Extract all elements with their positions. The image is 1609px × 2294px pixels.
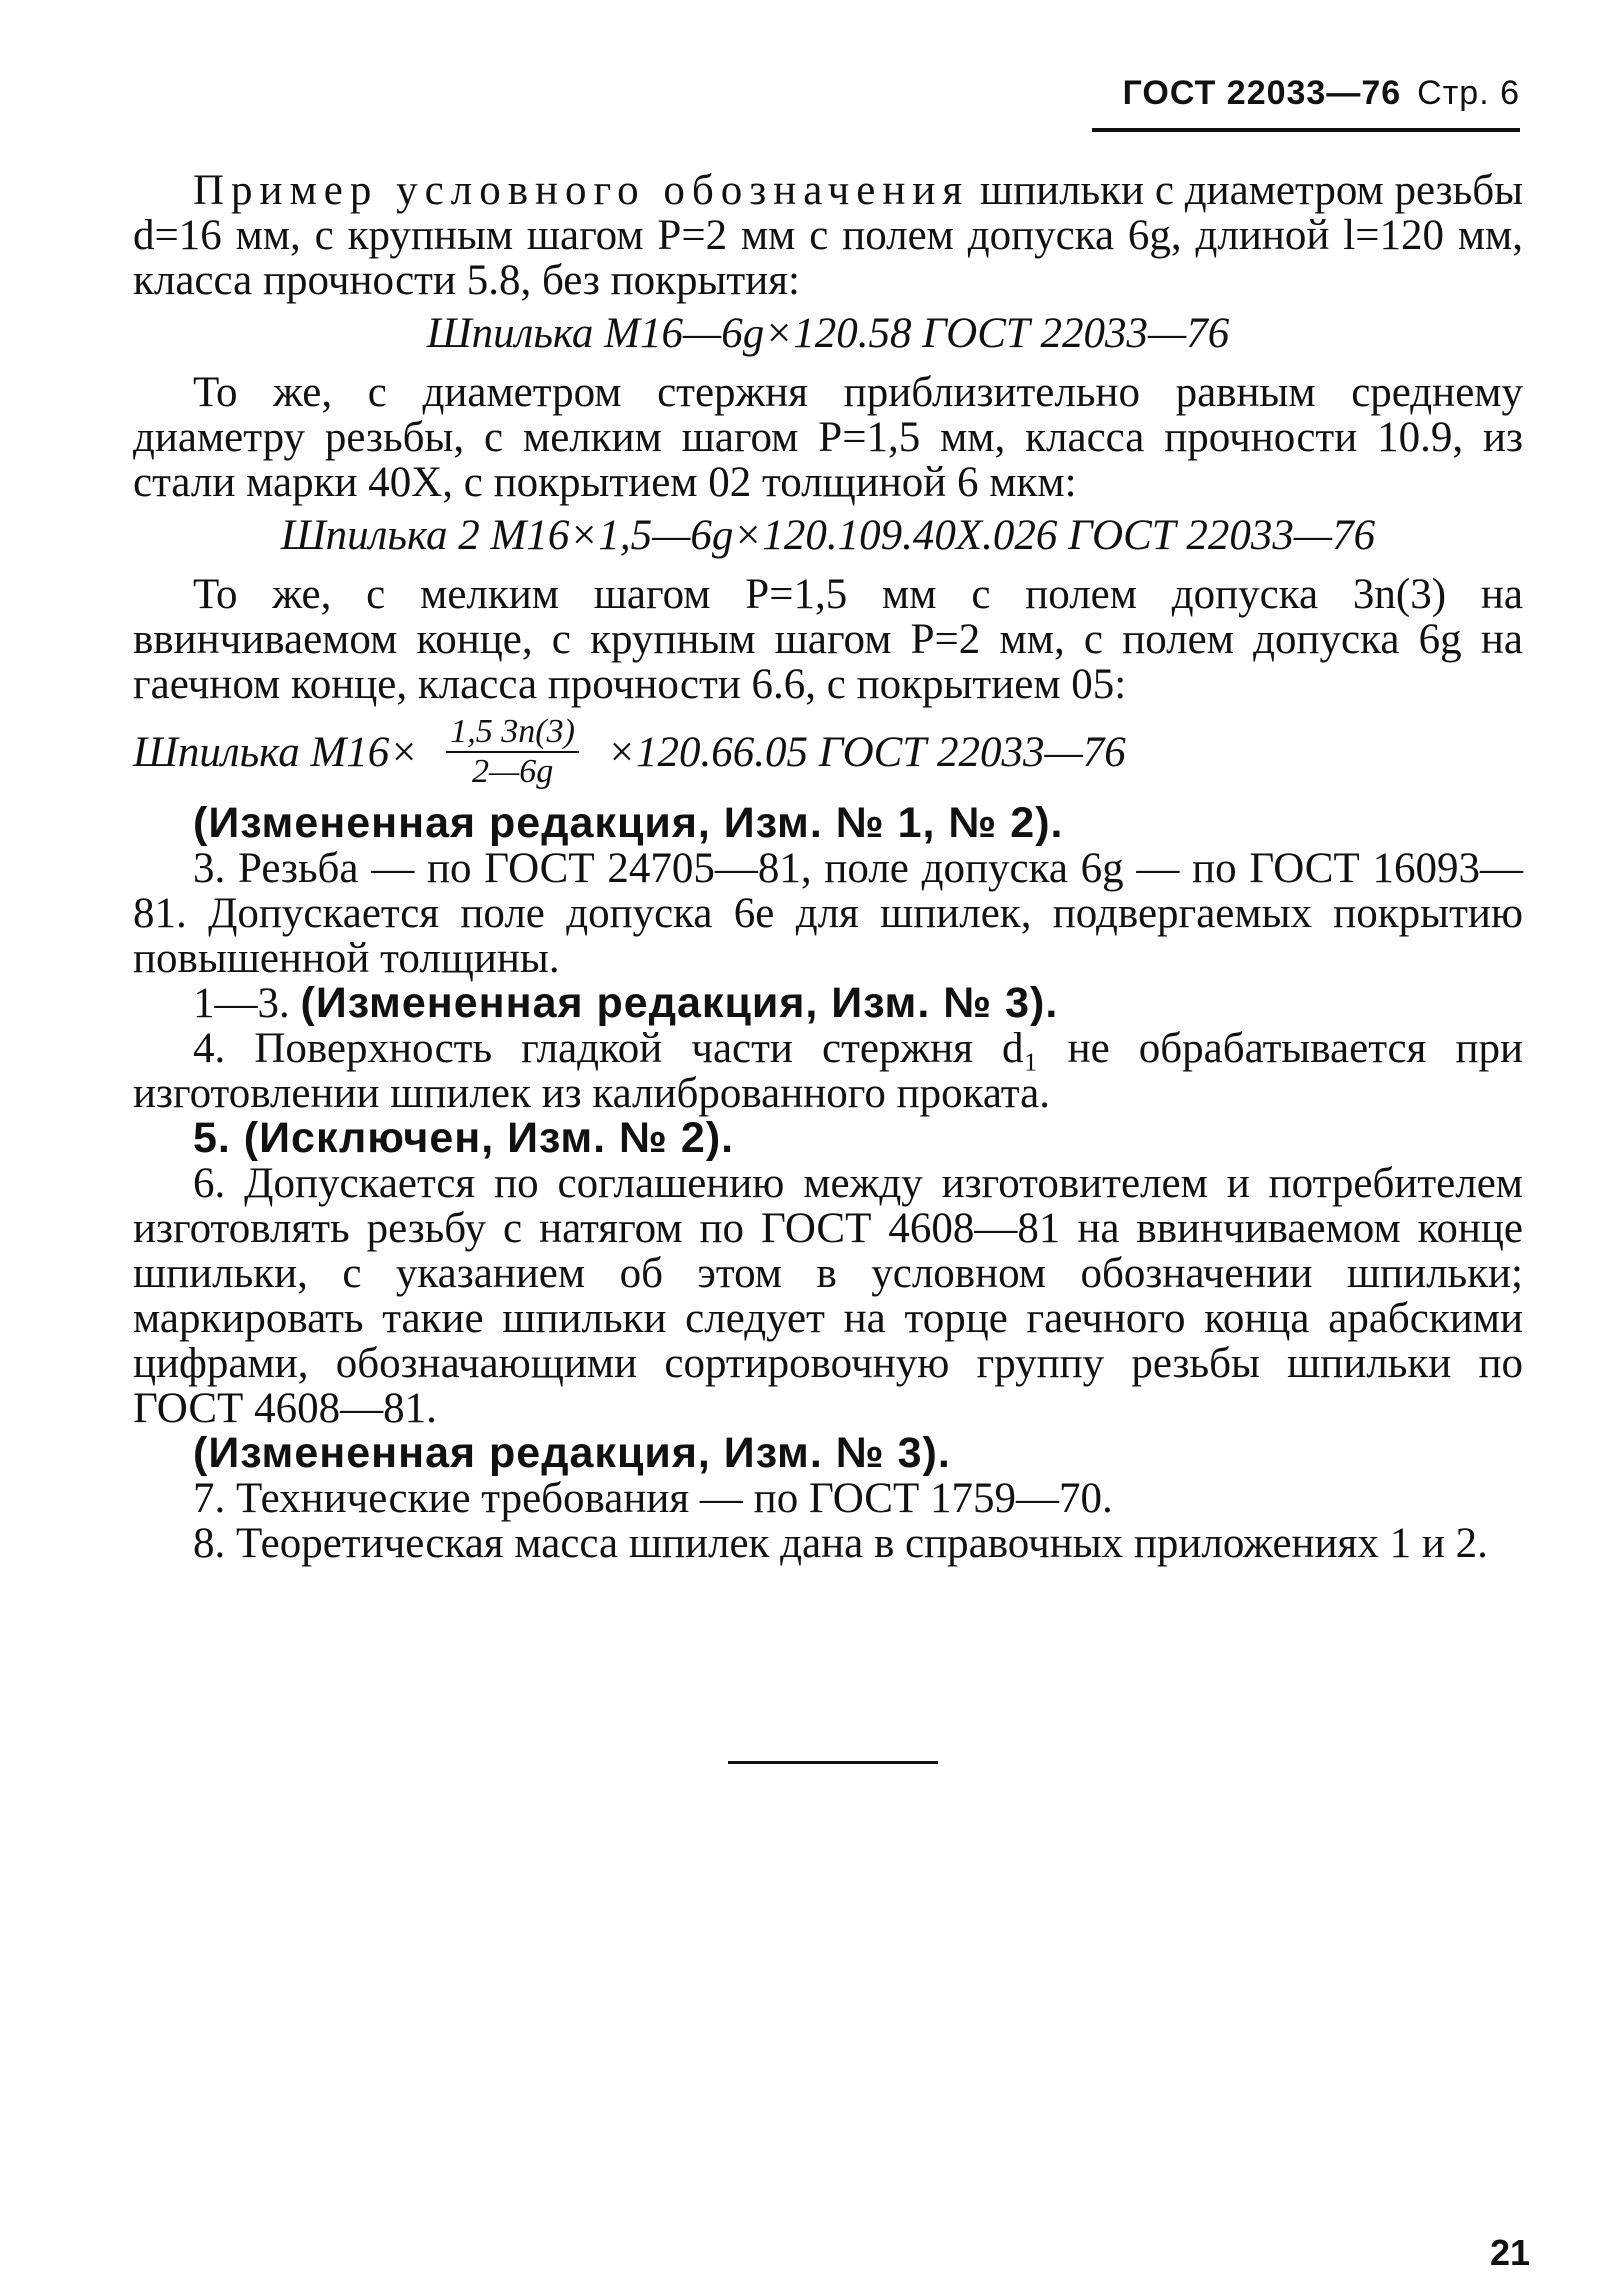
amendment-note-2-prefix: 1—3. [193,980,290,1027]
amendment-note-2 [133,981,1523,1026]
formula-3-numerator: 1,5 3n(3) [446,713,579,753]
item-6: 6. Допускается по соглашению между изготовителем и потребителем изготовлять резьбу с натягом по ГОСТ 4608—81 на ввинчиваемом конце шпильки, с указанием об этом в условном обозначении шпильки; маркировать такие шпильки следует на торце гаечного конца арабскими цифрами, обозначающими сортировочную группу резьбы шпильки по ГОСТ 4608—81. [133,1160,1523,1432]
page-number: 21 [1490,2232,1531,2273]
example-paragraph [133,168,1523,303]
header-rule [1092,128,1520,132]
example-rest: шпильки с диаметром резьбы d=16 мм, с крупным шагом P=2 мм с полем допуска 6g, длиной l=120 мм, класса прочности 5.8, без покрытия: [133,167,1523,304]
doc-code: ГОСТ 22033—76 [1122,74,1402,112]
page-header [1090,74,1520,113]
paragraph-3: То же, с мелким шагом P=1,5 мм с полем допуска 3n(3) на ввинчиваемом конце, с крупным шагом P=2 мм, с полем допуска 6g на гаечном конце, класса прочности 6.6, с покрытием 05: [133,571,1523,708]
formula-3-fraction [446,713,579,791]
item-5: 5. (Исключен, Изм. № 2). [193,1114,735,1162]
amendment-note-1: (Измененная редакция, Изм. № 1, № 2). [193,799,1064,847]
formula-3 [133,713,1523,791]
item-4: 4. Поверхность гладкой части стержня d₁ не обрабатывается при изготовлении шпилек из калиброванного проката. [133,1025,1523,1117]
item-8: 8. Теоретическая масса шпилек дана в справочных приложениях 1 и 2. [193,1520,1488,1567]
amendment-note-2-text: (Измененная редакция, Изм. № 3). [300,979,1059,1027]
item-3: 3. Резьба — по ГОСТ 24705—81, поле допуска 6g — по ГОСТ 16093—81. Допускается поле допуска 6е для шпилек, подвергаемых покрытию повышенной толщины. [133,845,1523,982]
formula-2: Шпилька 2 М16×1,5—6g×120.109.40Х.026 ГОСТ 22033—76 [280,512,1376,559]
amendment-note-3: (Измененная редакция, Изм. № 3). [193,1429,951,1477]
formula-1: Шпилька М16—6g×120.58 ГОСТ 22033—76 [426,310,1230,357]
page-label: Стр. 6 [1417,74,1520,112]
formula-3-prefix: Шпилька М16× [133,728,419,776]
paragraph-2: То же, с диаметром стержня приблизительно равным среднему диаметру резьбы, с мелким шагом P=1,5 мм, класса прочности 10.9, из стали марки 40Х, с покрытием 02 толщиной 6 мкм: [133,369,1523,506]
formula-3-suffix: ×120.66.05 ГОСТ 22033—76 [606,728,1126,776]
example-lead: Пример условного обозначения [193,167,970,214]
item-7: 7. Технические требования — по ГОСТ 1759—70. [193,1475,1113,1522]
formula-3-denominator: 2—6g [472,753,554,790]
end-rule [728,1761,938,1764]
document-body [133,168,1523,1566]
